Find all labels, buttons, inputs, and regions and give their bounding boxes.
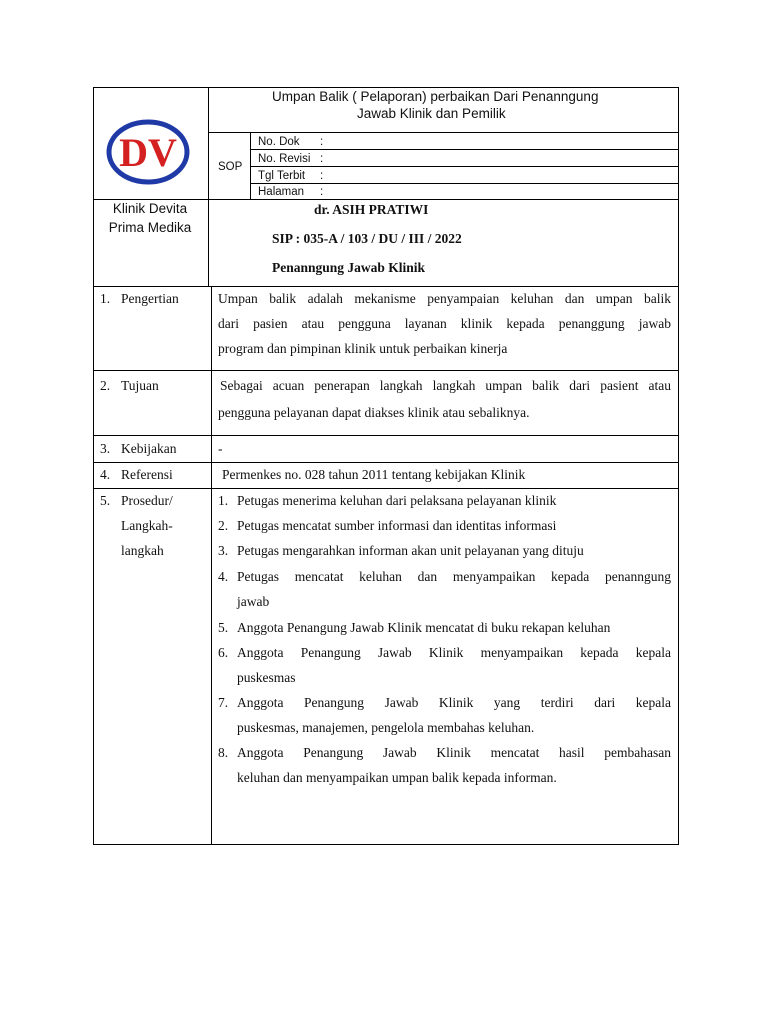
step-text: Petugas mengarahkan informan akan unit pelayanan yang dituju [237,543,584,558]
step-number: 6. [218,645,229,660]
pengertian-text-line-2: dari pasien atau pengguna layanan klinik kepada penanggung jawab [218,316,671,331]
no-dok-colon: : [320,136,324,148]
referensi-heading: Referensi [121,467,173,482]
tgl-terbit-colon: : [320,170,324,182]
tujuan-text-line-2: pengguna pelayanan dapat diakses klinik atau sebaliknya. [218,405,530,420]
table-border-left [93,87,94,845]
step-number: 7. [218,695,229,710]
clinic-divider [208,199,209,287]
signatory-role: Penanngung Jawab Klinik [272,260,426,275]
clinic-name-line-1: Klinik Devita [112,201,188,216]
row-line-kebijakan [93,462,679,463]
step-text: Petugas menerima keluhan dari pelaksana pelayanan klinik [237,493,557,508]
step-text: Anggota Penangung Jawab Klinik yang terdiri dari kepala [237,695,671,710]
step-text-continuation: keluhan dan menyampaikan umpan balik kepada informan. [237,770,557,785]
step-text: Petugas mencatat sumber informasi dan identitas informasi [237,518,557,533]
signatory-sip: SIP : 035-A / 103 / DU / III / 2022 [272,231,462,246]
referensi-number: 4. [100,467,111,482]
tgl-terbit-label: Tgl Terbit [258,170,306,182]
kebijakan-heading: Kebijakan [121,441,177,456]
tujuan-heading: Tujuan [121,378,159,393]
signatory-name: dr. ASIH PRATIWI [314,202,429,217]
step-number: 3. [218,543,229,558]
step-text: Petugas mencatat keluhan dan menyampaikan kepada penanngung [237,569,671,584]
no-revisi-colon: : [320,153,324,165]
meta-line-3 [250,183,679,184]
meta-line-2 [250,166,679,167]
no-revisi-label: No. Revisi [258,153,311,165]
pengertian-text-line-1: Umpan balik adalah mekanisme penyampaian keluhan dan umpan balik [218,291,671,306]
referensi-text: Permenkes no. 028 tahun 2011 tentang kebijakan Klinik [222,467,526,482]
no-dok-label: No. Dok [258,136,300,148]
header-bottom-line [93,199,679,200]
logo-letters: DV [119,130,177,175]
step-text: Anggota Penangung Jawab Klinik mencatat hasil pembahasan [237,745,671,760]
step-text-continuation: puskesmas [237,670,296,685]
meta-line-1 [250,149,679,150]
kebijakan-text: - [218,441,223,456]
pengertian-heading: Pengertian [121,291,179,306]
header-divider [208,87,209,200]
step-text: Anggota Penangung Jawab Klinik mencatat di buku rekapan keluhan [237,620,611,635]
row-line-pengertian [93,370,679,371]
table-border-right [678,87,679,845]
pengertian-text-line-3: program dan pimpinan klinik untuk perbaikan kinerja [218,341,508,356]
document-title-line-1: Umpan Balik ( Pelaporan) perbaikan Dari Penanngung [272,89,599,104]
table-border-bottom [93,844,679,845]
prosedur-heading-line-1: Prosedur/ [121,493,173,508]
row-line-tujuan [93,435,679,436]
step-number: 2. [218,518,229,533]
step-text: Anggota Penangung Jawab Klinik menyampaikan kepada kepala [237,645,671,660]
row-line-referensi [93,488,679,489]
prosedur-heading-line-3: langkah [121,543,164,558]
pengertian-number: 1. [100,291,111,306]
prosedur-number: 5. [100,493,111,508]
halaman-colon: : [320,186,324,198]
step-number: 8. [218,745,229,760]
step-number: 5. [218,620,229,635]
prosedur-heading-line-2: Langkah- [121,518,173,533]
signatory-bottom-line [93,286,679,287]
halaman-label: Halaman [258,186,305,198]
title-bottom-line [208,132,679,133]
kebijakan-number: 3. [100,441,111,456]
table-border-top [93,87,679,88]
tujuan-text-line-1: Sebagai acuan penerapan langkah langkah umpan balik dari pasient atau [220,378,671,393]
step-text-continuation: jawab [237,594,270,609]
sop-label: SOP [218,161,243,173]
step-text-continuation: puskesmas, manajemen, pengelola membahas keluhan. [237,720,535,735]
document-title-line-2: Jawab Klinik dan Pemilik [357,106,506,121]
step-number: 1. [218,493,229,508]
clinic-name-line-2: Prima Medika [108,220,192,235]
step-number: 4. [218,569,229,584]
clinic-logo [106,119,190,185]
tujuan-number: 2. [100,378,111,393]
